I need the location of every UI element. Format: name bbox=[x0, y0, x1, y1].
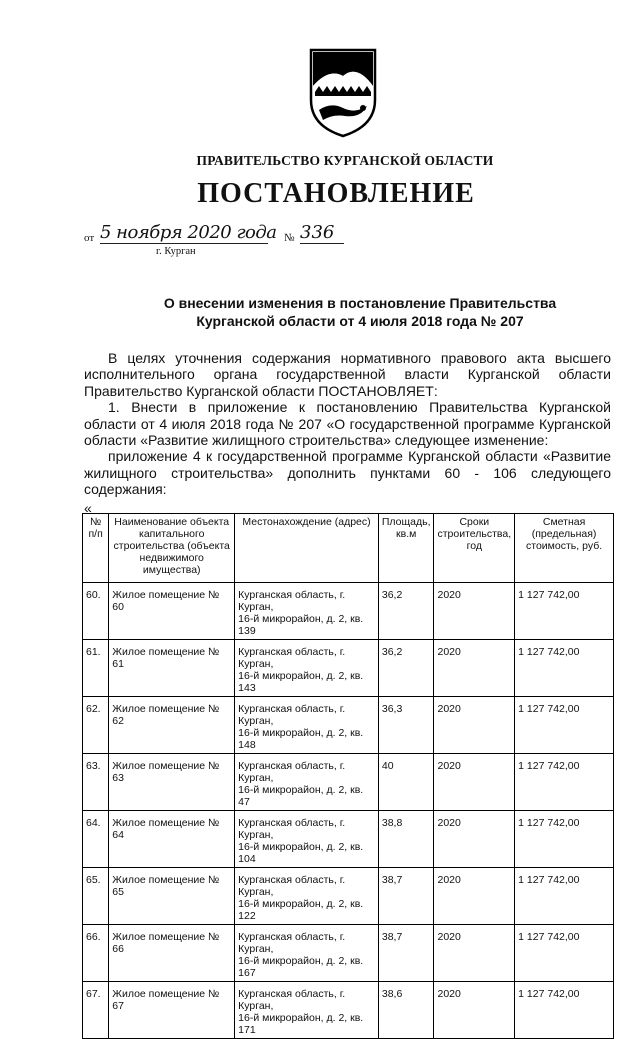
cell-name: Жилое помещение № 60 bbox=[109, 583, 235, 640]
cell-area: 36,3 bbox=[378, 697, 434, 754]
cell-num: 60. bbox=[83, 583, 109, 640]
cell-num: 63. bbox=[83, 754, 109, 811]
cell-address bbox=[235, 982, 379, 1039]
table-row bbox=[83, 640, 614, 697]
table-row bbox=[83, 754, 614, 811]
cell-cost: 1 127 742,00 bbox=[515, 754, 614, 811]
header-term: Сроки строительства, год bbox=[434, 514, 515, 583]
header-area: Площадь, кв.м bbox=[378, 514, 434, 583]
address-line-1: Курганская область, г. Курган, bbox=[238, 703, 346, 727]
header-cost: Сметная (предельная) стоимость, руб. bbox=[515, 514, 614, 583]
header-name: Наименование объекта капитального строительства (объекта недвижимого имущества) bbox=[109, 514, 235, 583]
cell-name: Жилое помещение № 63 bbox=[109, 754, 235, 811]
number-prefix: № bbox=[284, 232, 295, 244]
paragraph-3: приложение 4 к государственной программе Курганской области «Развитие жилищного строительства» дополнить пунктами 60 - 106 следующего содержания: bbox=[84, 448, 611, 498]
table-row bbox=[83, 583, 614, 640]
cell-cost: 1 127 742,00 bbox=[515, 925, 614, 982]
table-row bbox=[83, 982, 614, 1039]
table-header-row bbox=[83, 514, 614, 583]
address-line-1: Курганская область, г. Курган, bbox=[238, 874, 346, 898]
address-line-2: 16-й микрорайон, д. 2, кв. 171 bbox=[238, 1012, 364, 1036]
table-row bbox=[83, 925, 614, 982]
document-title bbox=[60, 294, 640, 330]
cell-address bbox=[235, 811, 379, 868]
coat-of-arms-icon bbox=[305, 46, 381, 138]
body-text bbox=[84, 350, 611, 498]
address-line-1: Курганская область, г. Курган, bbox=[238, 817, 346, 841]
header-num: № п/п bbox=[83, 514, 109, 583]
paragraph-2: 1. Внести в приложение к постановлению Правительства Курганской области от 4 июля 2018 года № 207 «О государственной программе Курганской области «Развитие жилищного строительства» следующее изменение: bbox=[84, 399, 611, 449]
cell-cost: 1 127 742,00 bbox=[515, 982, 614, 1039]
cell-name: Жилое помещение № 65 bbox=[109, 868, 235, 925]
cell-num: 61. bbox=[83, 640, 109, 697]
cell-cost: 1 127 742,00 bbox=[515, 868, 614, 925]
address-line-1: Курганская область, г. Курган, bbox=[238, 589, 346, 613]
cell-area: 38,6 bbox=[378, 982, 434, 1039]
cell-num: 64. bbox=[83, 811, 109, 868]
cell-name: Жилое помещение № 67 bbox=[109, 982, 235, 1039]
cell-address bbox=[235, 697, 379, 754]
cell-term: 2020 bbox=[434, 640, 515, 697]
cell-cost: 1 127 742,00 bbox=[515, 583, 614, 640]
handwritten-date: 5 ноября 2020 года bbox=[100, 222, 277, 243]
cell-area: 36,2 bbox=[378, 583, 434, 640]
cell-cost: 1 127 742,00 bbox=[515, 811, 614, 868]
cell-term: 2020 bbox=[434, 811, 515, 868]
cell-name: Жилое помещение № 61 bbox=[109, 640, 235, 697]
title-line-2: Курганской области от 4 июля 2018 года № 207 bbox=[196, 313, 524, 329]
cell-address bbox=[235, 640, 379, 697]
cell-num: 67. bbox=[83, 982, 109, 1039]
date-prefix: от bbox=[84, 232, 95, 244]
address-line-1: Курганская область, г. Курган, bbox=[238, 760, 346, 784]
address-line-2: 16-й микрорайон, д. 2, кв. 139 bbox=[238, 613, 364, 637]
paragraph-1: В целях уточнения содержания нормативного правового акта высшего исполнительного органа государственной власти Курганской области Правительство Курганской области ПОСТАНОВЛЯЕТ: bbox=[84, 350, 611, 399]
header-address: Местонахождение (адрес) bbox=[235, 514, 379, 583]
address-line-1: Курганская область, г. Курган, bbox=[238, 646, 346, 670]
objects-table bbox=[82, 513, 614, 1039]
cell-address bbox=[235, 925, 379, 982]
cell-cost: 1 127 742,00 bbox=[515, 697, 614, 754]
cell-address bbox=[235, 868, 379, 925]
government-name: ПРАВИТЕЛЬСТВО КУРГАНСКОЙ ОБЛАСТИ bbox=[196, 153, 494, 168]
cell-area: 40 bbox=[378, 754, 434, 811]
cell-area: 36,2 bbox=[378, 640, 434, 697]
cell-num: 65. bbox=[83, 868, 109, 925]
address-line-2: 16-й микрорайон, д. 2, кв. 167 bbox=[238, 955, 364, 979]
handwritten-number: 336 bbox=[300, 222, 344, 244]
cell-name: Жилое помещение № 62 bbox=[109, 697, 235, 754]
title-line-1: О внесении изменения в постановление Правительства bbox=[163, 295, 557, 311]
cell-term: 2020 bbox=[434, 754, 515, 811]
cell-term: 2020 bbox=[434, 982, 515, 1039]
open-quote: « bbox=[84, 500, 92, 516]
cell-address bbox=[235, 754, 379, 811]
cell-area: 38,8 bbox=[378, 811, 434, 868]
cell-area: 38,7 bbox=[378, 925, 434, 982]
address-line-2: 16-й микрорайон, д. 2, кв. 148 bbox=[238, 727, 364, 751]
cell-name: Жилое помещение № 66 bbox=[109, 925, 235, 982]
table-row bbox=[83, 868, 614, 925]
cell-term: 2020 bbox=[434, 925, 515, 982]
cell-address bbox=[235, 583, 379, 640]
city: г. Курган bbox=[156, 246, 196, 257]
table-row bbox=[83, 811, 614, 868]
table-row bbox=[83, 697, 614, 754]
cell-area: 38,7 bbox=[378, 868, 434, 925]
cell-term: 2020 bbox=[434, 868, 515, 925]
address-line-2: 16-й микрорайон, д. 2, кв. 143 bbox=[238, 670, 364, 694]
address-line-1: Курганская область, г. Курган, bbox=[238, 988, 346, 1012]
address-line-2: 16-й микрорайон, д. 2, кв. 47 bbox=[238, 784, 364, 808]
cell-term: 2020 bbox=[434, 697, 515, 754]
cell-num: 62. bbox=[83, 697, 109, 754]
document-type: ПОСТАНОВЛЕНИЕ bbox=[197, 178, 475, 209]
cell-num: 66. bbox=[83, 925, 109, 982]
address-line-2: 16-й микрорайон, д. 2, кв. 104 bbox=[238, 841, 364, 865]
address-line-1: Курганская область, г. Курган, bbox=[238, 931, 346, 955]
address-line-2: 16-й микрорайон, д. 2, кв. 122 bbox=[238, 898, 364, 922]
cell-term: 2020 bbox=[434, 583, 515, 640]
cell-name: Жилое помещение № 64 bbox=[109, 811, 235, 868]
cell-cost: 1 127 742,00 bbox=[515, 640, 614, 697]
